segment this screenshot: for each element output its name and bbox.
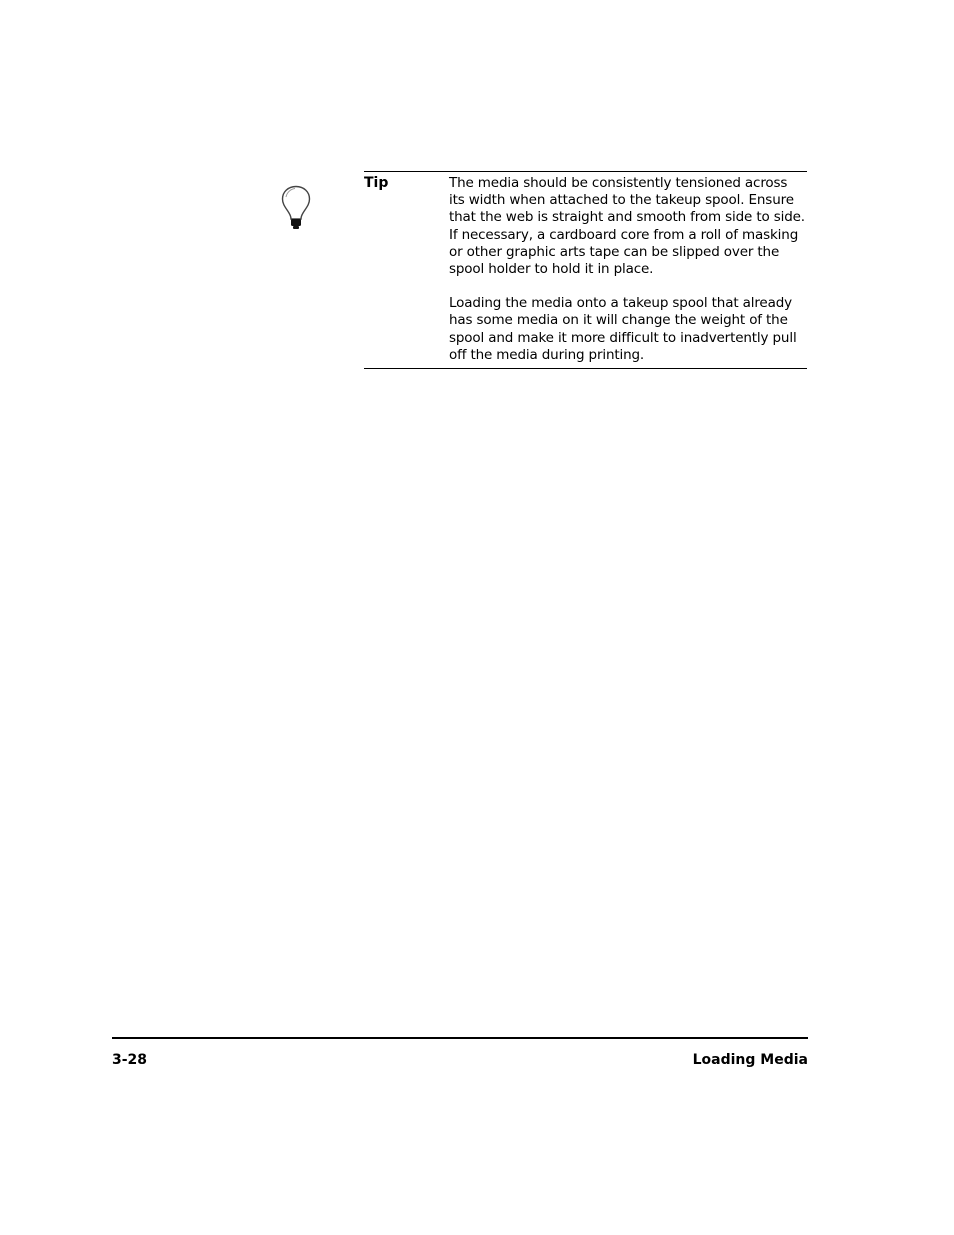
tip-box [364, 171, 807, 369]
page-number: 3-28 [112, 1052, 148, 1068]
tip-paragraph: Loading the media onto a takeup spool that already has some media on it will change the weight of the spool and make it more difficult to inadvertently pull off the media during printing. [449, 295, 797, 363]
tip-paragraph: The media should be consistently tensioned across its width when attached to the takeup spool. Ensure that the web is straight and smooth from side to side. If necessary, a cardboard core from a roll of masking or other graphic arts tape can be slipped over the spool holder to hold it in place. [449, 175, 805, 278]
footer-divider [112, 1037, 808, 1039]
section-title: Loading Media [692, 1052, 808, 1068]
tip-body [449, 175, 807, 364]
lightbulb-icon [281, 185, 311, 231]
tip-label: Tip [364, 175, 389, 191]
